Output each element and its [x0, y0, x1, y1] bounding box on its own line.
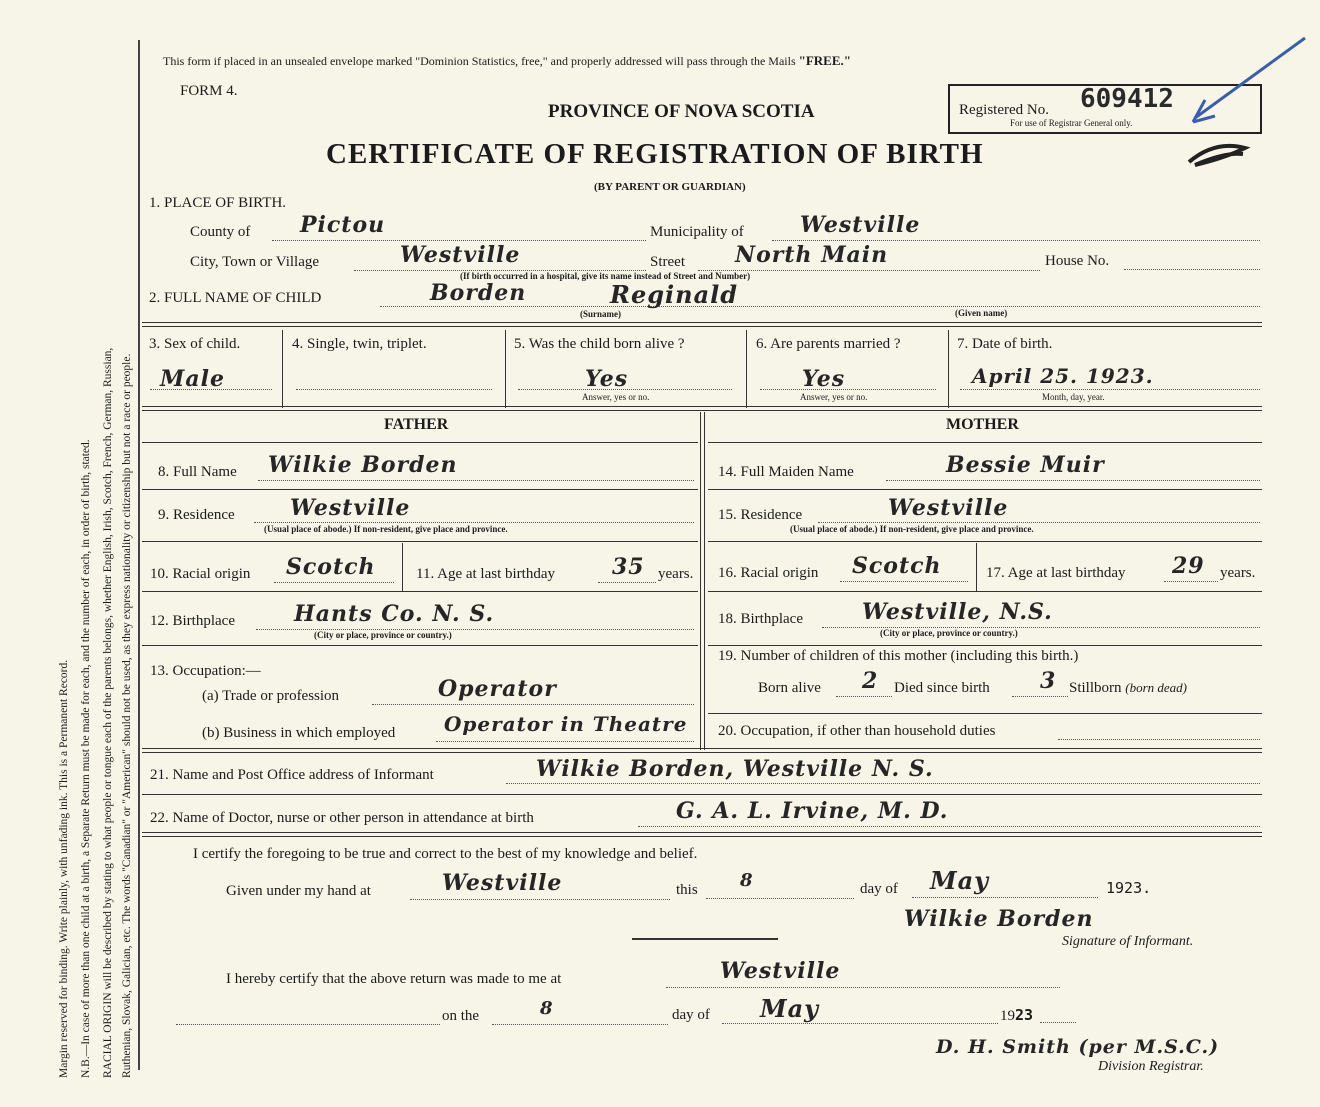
rule-after-parents: [142, 748, 1262, 753]
signature-label: Signature of Informant.: [1062, 934, 1194, 949]
parents-column-divider: [700, 412, 705, 750]
father-residence-line: [254, 522, 694, 523]
child-name-line: [380, 306, 1260, 307]
city-value: Westville: [400, 242, 521, 268]
informant-signature: Wilkie Borden: [904, 906, 1094, 932]
father-trade-label: (a) Trade or profession: [202, 688, 340, 704]
given-year: 1923.: [1106, 879, 1152, 897]
mother-residence-value: Westville: [888, 495, 1009, 521]
pencil-check-mark: [1185, 30, 1315, 180]
father-row-rule-3: [142, 591, 698, 592]
born-alive-count-line: [836, 696, 892, 697]
mother-row-rule-3: [708, 591, 1262, 592]
house-number-line: [1124, 269, 1260, 270]
divider-5-6: [746, 330, 747, 408]
father-birthplace-value: Hants Co. N. S.: [294, 601, 495, 627]
died-since-birth-count: 3: [1040, 668, 1057, 694]
stillborn-text: Stillborn: [1069, 680, 1122, 696]
father-business-label: (b) Business in which employed: [202, 725, 396, 741]
doctor-value: G. A. L. Irvine, M. D.: [676, 798, 949, 824]
mother-residence-line: [818, 522, 1260, 523]
registered-number: 609412: [1080, 84, 1174, 114]
given-day-value: 8: [740, 870, 754, 891]
given-at-place: Westville: [442, 870, 563, 896]
father-residence-value: Westville: [290, 495, 411, 521]
father-age-label: 11. Age at last birthday: [416, 566, 555, 582]
divider-3-4: [282, 330, 283, 408]
father-age-value: 35: [612, 554, 645, 580]
mother-age-label: 17. Age at last birthday: [986, 565, 1126, 581]
place-of-birth-heading: 1. PLACE OF BIRTH.: [149, 195, 287, 211]
county-label: County of: [190, 224, 251, 240]
date-of-birth-value: April 25. 1923.: [972, 364, 1154, 388]
parents-married-note: Answer, yes or no.: [800, 392, 868, 402]
mother-racial-line: [840, 581, 968, 582]
stillborn-label: [1069, 680, 1187, 697]
given-month-value: May: [930, 866, 990, 895]
doctor-line: [638, 826, 1260, 827]
multiple-birth-line: [296, 389, 492, 390]
mother-name-line: [886, 480, 1260, 481]
father-business-value: Operator in Theatre: [444, 712, 688, 736]
born-alive-count-label: Born alive: [758, 680, 821, 696]
registration-day: 8: [540, 998, 554, 1019]
mother-racial-age-divider: [976, 543, 977, 591]
given-name-note: (Given name): [955, 308, 1008, 318]
sex-label: 3. Sex of child.: [149, 336, 241, 352]
street-value: North Main: [735, 242, 889, 268]
margin-rule: [138, 40, 140, 1070]
county-line: [272, 240, 646, 241]
mother-row-rule-5: [708, 713, 1262, 714]
registration-month: May: [760, 994, 820, 1023]
rule-after-doctor: [142, 832, 1262, 837]
margin-text-1: Margin reserved for binding. Write plainly, with unfading ink. This is a Permanent Record.: [58, 659, 70, 1078]
father-name-value: Wilkie Borden: [268, 452, 458, 478]
mother-heading: MOTHER: [946, 416, 1019, 433]
father-row-rule-1: [142, 489, 698, 490]
province-heading: PROVINCE OF NOVA SCOTIA: [548, 101, 815, 122]
mother-occupation-line: [1058, 739, 1260, 740]
postal-notice-free: "FREE.": [798, 53, 851, 68]
stillborn-note: (born dead): [1125, 680, 1188, 695]
father-racial-line: [274, 582, 394, 583]
mother-row-rule-1: [708, 489, 1262, 490]
father-name-label: 8. Full Name: [158, 464, 237, 480]
sex-value: Male: [160, 366, 225, 392]
rule-after-row-3-7: [142, 406, 1262, 411]
informant-label: 21. Name and Post Office address of Informant: [150, 767, 434, 783]
mother-birthplace-label: 18. Birthplace: [718, 611, 803, 627]
mother-children-label: 19. Number of children of this mother (including this birth.): [718, 648, 1079, 664]
registrar-place-line: [666, 987, 1060, 988]
postal-notice: [163, 53, 851, 69]
certificate-title: CERTIFICATE OF REGISTRATION OF BIRTH: [326, 138, 984, 170]
division-registrar-label: Division Registrar.: [1098, 1059, 1204, 1074]
father-birthplace-note: (City or place, province or country.): [314, 630, 452, 640]
hospital-note: (If birth occurred in a hospital, give its name instead of Street and Number): [460, 271, 751, 281]
father-years-label: years.: [658, 566, 694, 582]
father-racial-age-divider: [402, 543, 403, 591]
mother-row-rule-2: [708, 541, 1262, 542]
registration-month-line: [722, 1023, 998, 1024]
this-label: this: [676, 882, 698, 898]
registration-year: [1000, 1006, 1033, 1025]
rule-after-informant: [142, 794, 1262, 795]
mother-row-rule-4: [708, 645, 1262, 646]
father-business-line: [436, 741, 694, 742]
rule-after-section-2: [142, 322, 1262, 327]
father-residence-label: 9. Residence: [158, 507, 235, 523]
mother-name-value: Bessie Muir: [946, 452, 1105, 478]
municipality-line: [772, 240, 1260, 241]
registration-year-line: [1040, 1022, 1076, 1023]
surname-note: (Surname): [580, 309, 621, 319]
father-heading-rule: [142, 442, 698, 443]
given-at-label: Given under my hand at: [226, 883, 371, 899]
father-racial-label: 10. Racial origin: [150, 566, 251, 582]
date-of-birth-note: Month, day, year.: [1042, 392, 1105, 402]
child-surname: Borden: [430, 280, 527, 306]
father-trade-value: Operator: [438, 676, 557, 702]
divider-4-5: [505, 330, 506, 408]
died-since-birth-line: [1012, 696, 1068, 697]
on-the-label: on the: [442, 1008, 480, 1024]
father-row-rule-4: [142, 645, 698, 646]
doctor-label: 22. Name of Doctor, nurse or other person in attendance at birth: [150, 810, 534, 826]
on-the-leading-line: [176, 1024, 440, 1025]
separator-line: [632, 938, 778, 940]
mother-years-label: years.: [1220, 565, 1256, 581]
mother-residence-label: 15. Residence: [718, 507, 803, 523]
city-label: City, Town or Village: [190, 254, 320, 270]
county-value: Pictou: [300, 212, 386, 238]
registration-year-suffix: 23: [1015, 1006, 1034, 1024]
child-name-label: 2. FULL NAME OF CHILD: [149, 290, 322, 306]
born-alive-count: 2: [862, 668, 879, 694]
mother-birthplace-value: Westville, N.S.: [862, 599, 1053, 625]
mother-age-value: 29: [1172, 553, 1205, 579]
divider-6-7: [948, 330, 949, 408]
registration-day-line: [492, 1024, 668, 1025]
municipality-label: Municipality of: [650, 224, 744, 240]
informant-value: Wilkie Borden, Westville N. S.: [536, 756, 934, 782]
parents-married-answer: Yes: [802, 366, 846, 392]
date-of-birth-line: [960, 389, 1260, 390]
margin-text-2: N.B.—In case of more than one child at a birth, a Separate Return must be made for each, and the number of each, in order of birth, stated.: [80, 439, 92, 1078]
mother-racial-label: 16. Racial origin: [718, 565, 819, 581]
registered-label: Registered No.: [959, 102, 1049, 118]
certification-statement: I certify the foregoing to be true and correct to the best of my knowledge and belief.: [193, 846, 698, 862]
born-alive-note: Answer, yes or no.: [582, 392, 650, 402]
informant-line: [506, 783, 1260, 784]
registrar-place: Westville: [720, 958, 841, 984]
house-number-label: House No.: [1045, 253, 1110, 269]
father-name-line: [258, 480, 694, 481]
multiple-birth-label: 4. Single, twin, triplet.: [292, 336, 427, 352]
father-occupation-label: 13. Occupation:—: [150, 663, 261, 679]
mother-abode-note: (Usual place of abode.) If non-resident, give place and province.: [790, 524, 1034, 534]
died-since-birth-label: Died since birth: [894, 680, 990, 696]
given-month-line: [912, 897, 1098, 898]
street-label: Street: [650, 254, 685, 270]
given-day-line: [706, 898, 854, 899]
father-trade-line: [372, 704, 694, 705]
registration-year-prefix: 19: [1000, 1008, 1015, 1024]
father-row-rule-2: [142, 541, 698, 542]
margin-text-4: Ruthenian, Slovak, Galician, etc. The words "Canadian" or "American" should not be used, as they express nationality or citizenship but not a race or people.: [121, 353, 133, 1078]
mother-age-line: [1164, 581, 1218, 582]
parents-married-line: [760, 389, 936, 390]
postal-notice-text: This form if placed in an unsealed envelope marked "Dominion Statistics, free," and properly addressed will pass through the Mails: [163, 54, 796, 68]
mother-name-label: 14. Full Maiden Name: [718, 464, 854, 480]
margin-text-3: RACIAL ORIGIN will be described by stating to what people or tongue each of the parents belongs, whether English, Irish, Scotch, French, German, Russian,: [102, 347, 114, 1078]
father-racial-value: Scotch: [286, 554, 376, 580]
born-alive-question: 5. Was the child born alive ?: [514, 336, 685, 352]
father-birthplace-label: 12. Birthplace: [150, 613, 235, 629]
form-number: FORM 4.: [180, 83, 238, 99]
registrar-signature: D. H. Smith (per M.S.C.): [936, 1036, 1220, 1058]
registrar-statement: I hereby certify that the above return was made to me at: [226, 971, 562, 987]
father-heading: FATHER: [384, 416, 449, 433]
child-given-name: Reginald: [610, 280, 739, 309]
mother-birthplace-note: (City or place, province or country.): [880, 628, 1018, 638]
registrar-note: For use of Registrar General only.: [1010, 118, 1133, 128]
date-of-birth-label: 7. Date of birth.: [957, 336, 1053, 352]
given-day-of-label: day of: [860, 881, 898, 897]
mother-occupation-label: 20. Occupation, if other than household duties: [718, 723, 996, 739]
father-abode-note: (Usual place of abode.) If non-resident, give place and province.: [264, 524, 508, 534]
given-at-line: [410, 899, 670, 900]
registration-day-of-label: day of: [672, 1007, 710, 1023]
mother-racial-value: Scotch: [852, 553, 942, 579]
municipality-value: Westville: [800, 212, 921, 238]
father-age-line: [598, 582, 656, 583]
parents-married-question: 6. Are parents married ?: [756, 336, 901, 352]
mother-heading-rule: [708, 442, 1262, 443]
born-alive-answer: Yes: [585, 366, 629, 392]
certificate-subtitle: (BY PARENT OR GUARDIAN): [594, 181, 746, 193]
